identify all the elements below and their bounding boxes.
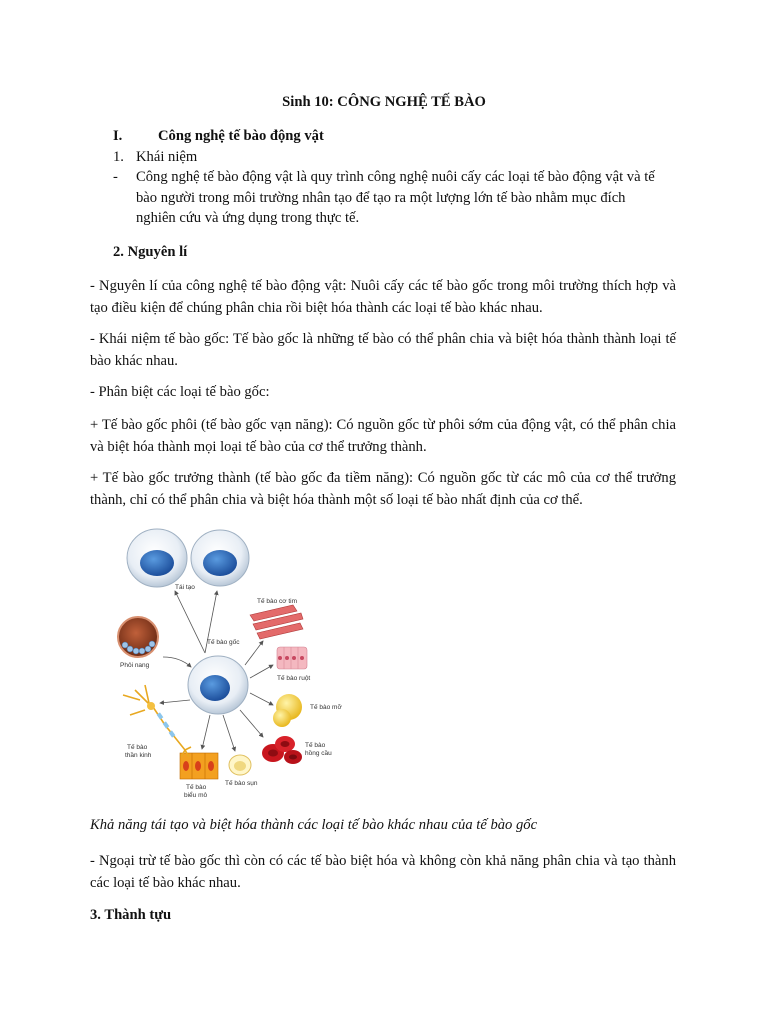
concept-line-1: Công nghệ tế bào động vật là quy trình công nghệ nuôi cấy các loại tế bào động vật và tế — [136, 169, 655, 185]
label-mo: Tế bào mỡ — [310, 704, 342, 711]
concept-line-3: nghiên cứu và ứng dụng trong thực tế. — [136, 210, 360, 226]
principle-paragraph: - Nguyên lí của công nghệ tế bào động vật: Nuôi cấy các tế bào gốc trong môi trường thích hợp và tạo điều kiện để chúng phân chia rồi biệt hóa thành các loại tế bào khác nhau. — [90, 278, 676, 316]
stem-cell-diagram — [105, 525, 365, 805]
cardiac-muscle-icon — [250, 605, 303, 639]
cartilage-cell-icon — [229, 755, 251, 775]
subsection-heading: Khái niệm — [136, 149, 198, 165]
section-heading: Công nghệ tế bào động vật — [158, 128, 324, 144]
label-bieu-mo: Tế bào biểu mô — [184, 784, 208, 799]
subsection-heading-3: 3. Thành tựu — [90, 907, 172, 923]
other-cells-paragraph: - Ngoại trừ tế bào gốc thì còn có các tế bào biệt hóa và không còn khả năng phân chia và tạo thành các loại tế bào khác nhau. — [90, 853, 676, 891]
bullet-dash: - — [113, 169, 118, 185]
subsection-heading-2: 2. Nguyên lí — [113, 244, 188, 260]
label-te-bao-goc: Tế bào gốc — [207, 639, 240, 646]
neuron-myelin — [157, 712, 176, 737]
adult-stemcell-paragraph: + Tế bào gốc trưởng thành (tế bào gốc đa tiềm năng): Có nguồn gốc từ các mô của cơ thể trưởng thành, chỉ có thể phân chia và biệt hóa thành một số loại tế bào nhất định của cơ thể. — [90, 470, 676, 508]
central-stem-cell — [188, 656, 248, 714]
label-than-kinh: Tế bào thần kinh — [125, 744, 152, 759]
figure-caption: Khả năng tái tạo và biệt hóa thành các loại tế bào khác nhau của tế bào gốc — [90, 817, 538, 833]
renewal-cell-right — [191, 530, 249, 586]
label-hong-cau: Tế bào hồng cầu — [305, 742, 332, 757]
intestinal-cell-icon — [277, 647, 307, 669]
fat-cell-icon — [273, 694, 302, 727]
label-tai-tao: Tái tạo — [175, 584, 195, 591]
distinguish-paragraph: - Phân biệt các loại tế bào gốc: — [90, 384, 270, 400]
label-co-tim: Tế bào cơ tim — [257, 598, 298, 605]
concept-line-2: bào người trong môi trường nhân tạo để tạo ra một lượng lớn tế bào nhằm mục đích — [136, 190, 626, 206]
blastocyst-icon — [118, 617, 158, 657]
red-blood-cell-icon — [262, 736, 302, 764]
epithelial-cell-icon — [180, 753, 218, 779]
stemcell-definition-paragraph: - Khái niệm tế bào gốc: Tế bào gốc là những tế bào có thể phân chia và biệt hóa thành thành loại tế bào khác nhau. — [90, 331, 676, 369]
subsection-number: 1. — [113, 149, 124, 165]
embryonic-stemcell-paragraph: + Tế bào gốc phôi (tế bào gốc vạn năng): Có nguồn gốc từ phôi sớm của động vật, có thể phân chia và biệt hóa thành mọi loại tế bào của cơ thể trưởng thành. — [90, 417, 676, 455]
label-ruot: Tế bào ruột — [277, 675, 311, 682]
page-title: Sinh 10: CÔNG NGHỆ TẾ BÀO — [282, 94, 486, 110]
section-number: I. — [113, 128, 123, 144]
label-phoi-nang: Phôi nang — [120, 662, 150, 669]
label-sun: Tế bào sụn — [225, 780, 258, 787]
renewal-cell-left — [127, 529, 187, 587]
